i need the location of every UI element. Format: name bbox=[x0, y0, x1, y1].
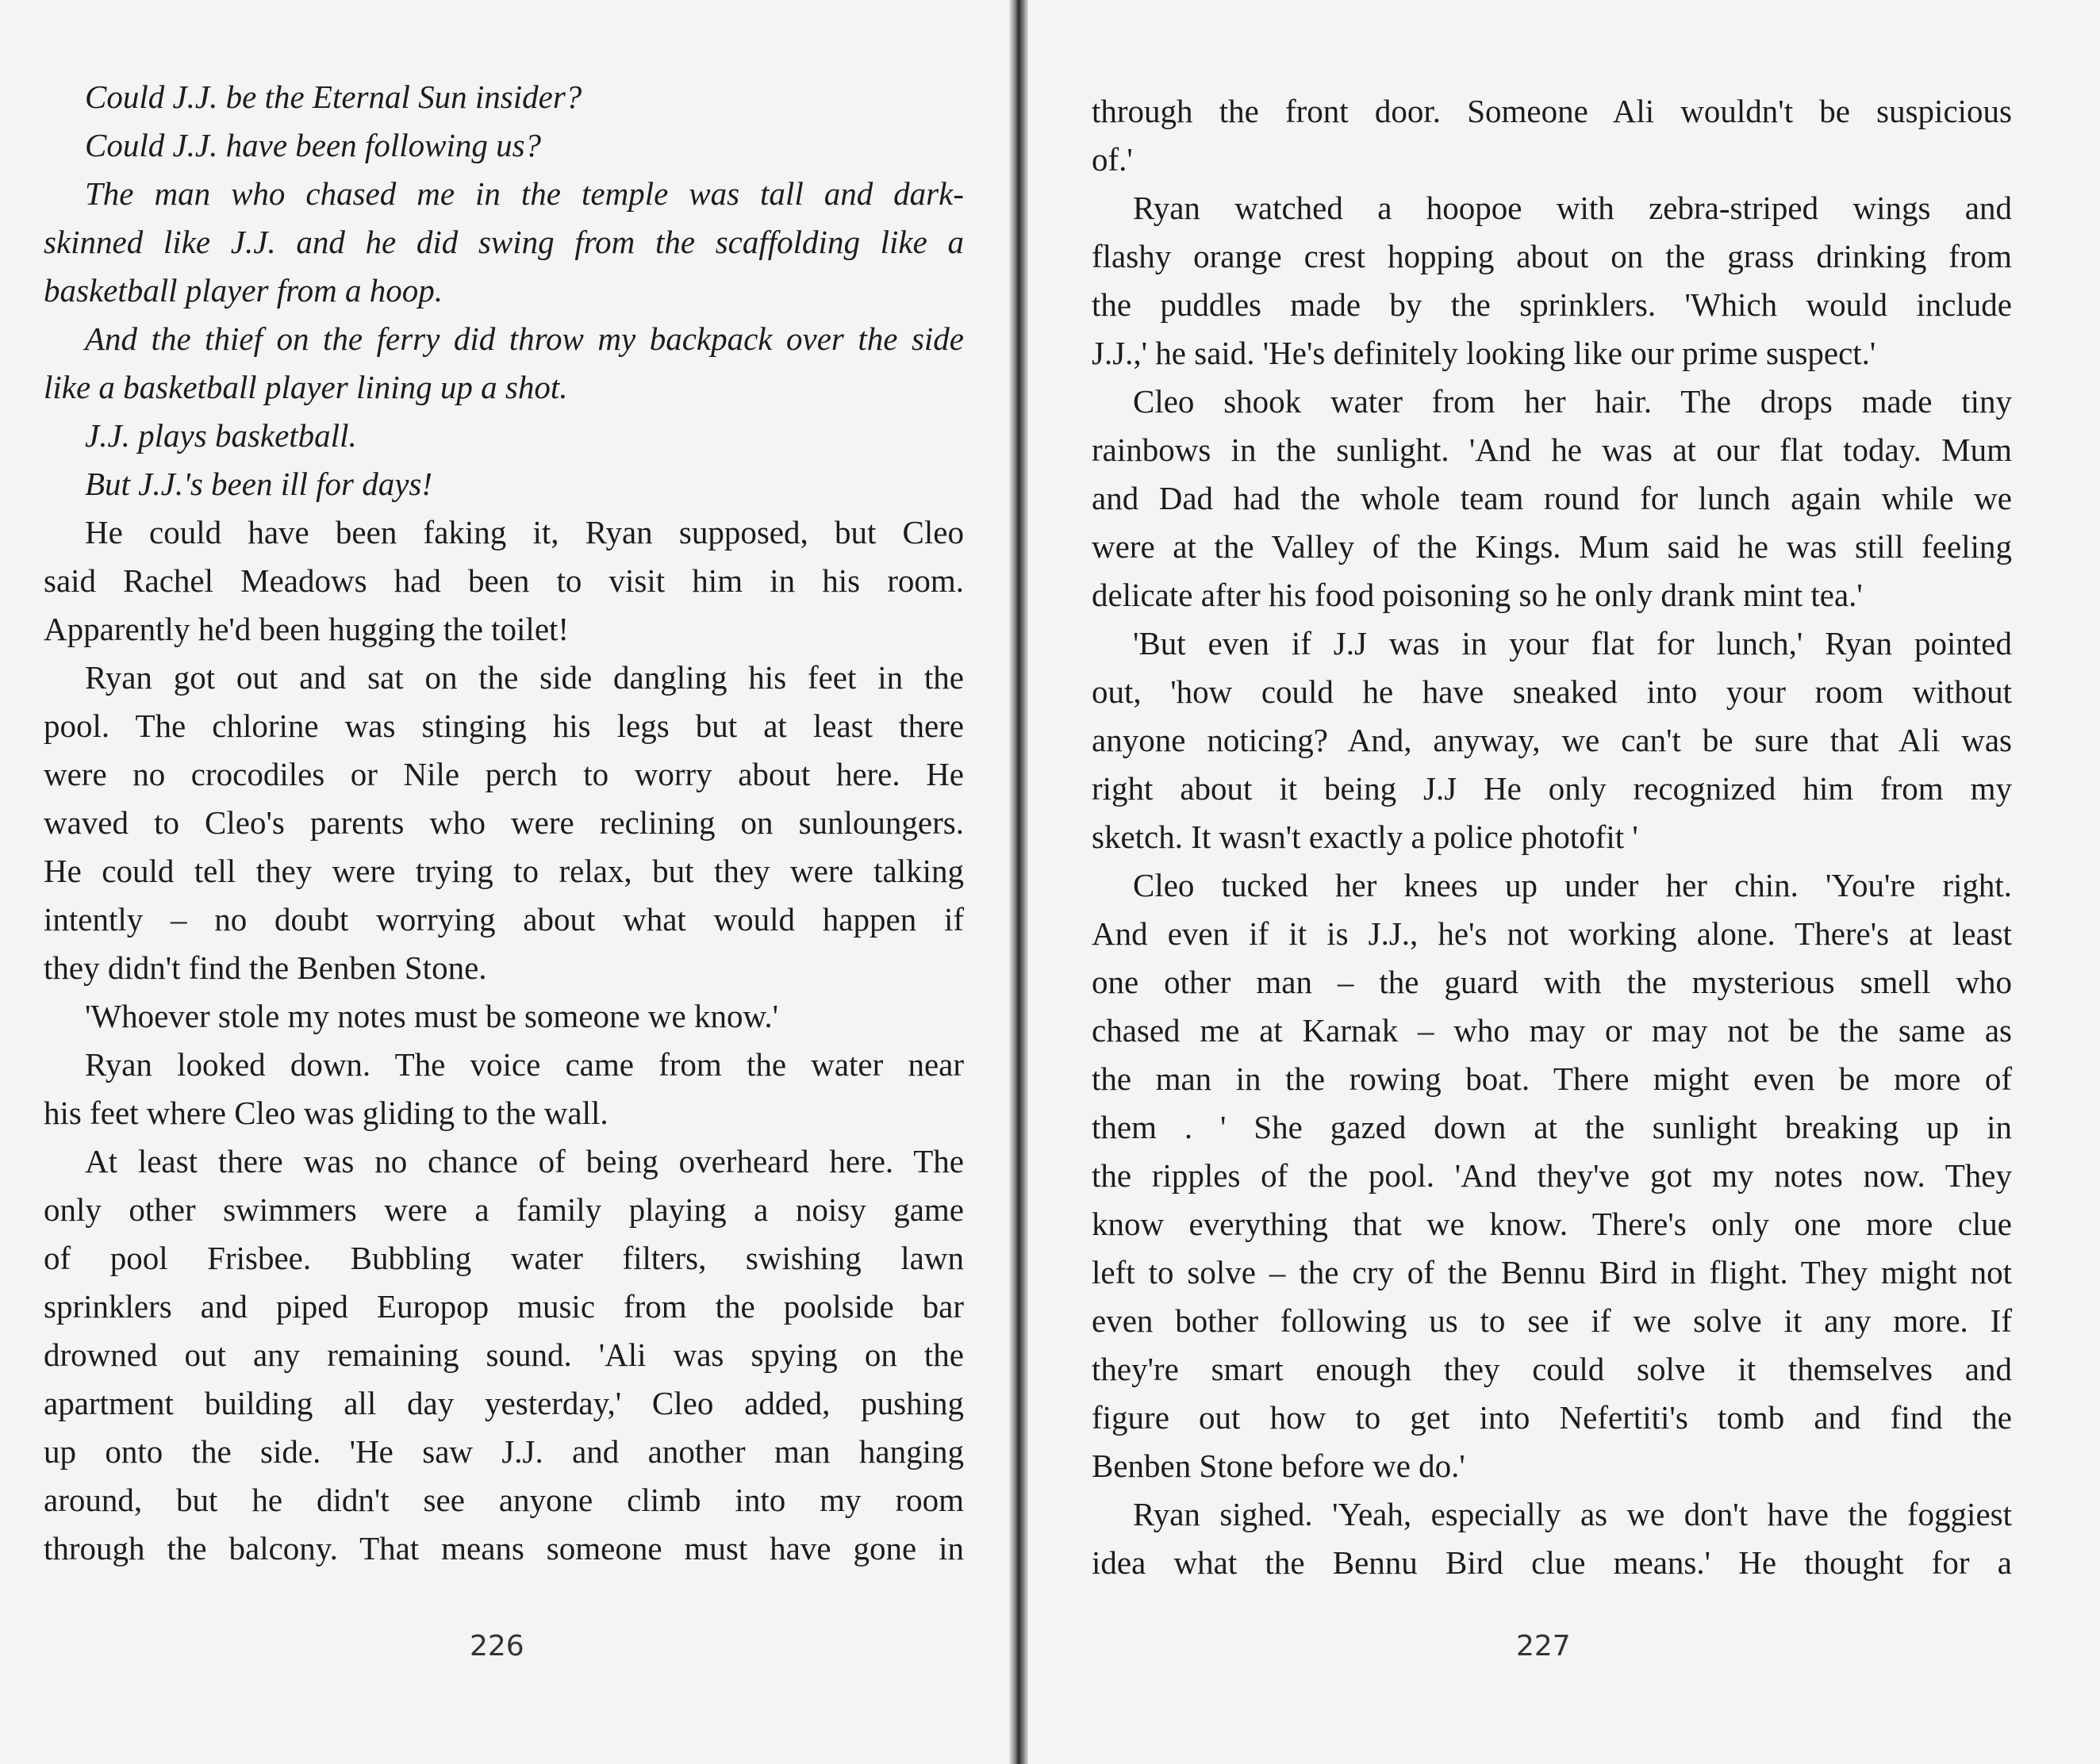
text-line: the ripples of the pool. 'And they've got my notes now. They bbox=[1092, 1157, 2012, 1194]
text-line: skinned like J.J. and he did swing from the scaffolding like a bbox=[44, 224, 964, 260]
text-line: rainbows in the sunlight. 'And he was at our flat today. Mum bbox=[1092, 431, 2012, 468]
text-line: delicate after his food poisoning so he only drank mint tea.' bbox=[1092, 577, 1863, 613]
right-page-text bbox=[1092, 87, 2012, 1587]
text-line: figure out how to get into Nefertiti's tomb and find the bbox=[1092, 1399, 2012, 1436]
text-line: out, 'how could he have sneaked into your room without bbox=[1092, 673, 2012, 710]
text-line: flashy orange crest hopping about on the grass drinking from bbox=[1092, 238, 2012, 274]
right-page-number: 227 bbox=[1516, 1630, 1571, 1662]
text-line: Ryan looked down. The voice came from the water near bbox=[85, 1046, 964, 1083]
text-line: drowned out any remaining sound. 'Ali was spying on the bbox=[44, 1336, 964, 1373]
text-line: right about it being J.J He only recognized him from my bbox=[1092, 770, 2012, 807]
text-line: said Rachel Meadows had been to visit him in his room. bbox=[44, 562, 964, 599]
text-line: Cleo shook water from her hair. The drops made tiny bbox=[1133, 383, 2012, 420]
text-line: apartment building all day yesterday,' Cleo added, pushing bbox=[44, 1385, 964, 1421]
left-page-text bbox=[44, 73, 964, 1573]
text-line: J.J. plays basketball. bbox=[85, 417, 357, 454]
text-line: even bother following us to see if we solve it any more. If bbox=[1092, 1302, 2012, 1339]
text-line: waved to Cleo's parents who were reclining on sunloungers. bbox=[44, 804, 964, 841]
text-line: of.' bbox=[1092, 141, 1133, 178]
text-line: Could J.J. be the Eternal Sun insider? bbox=[85, 79, 582, 115]
text-line: pool. The chlorine was stinging his legs but at least there bbox=[44, 708, 964, 744]
text-line: sprinklers and piped Europop music from the poolside bar bbox=[44, 1288, 964, 1325]
text-line: He could have been faking it, Ryan supposed, but Cleo bbox=[85, 514, 964, 550]
text-line: He could tell they were trying to relax, but they were talking bbox=[44, 853, 964, 889]
text-line: and Dad had the whole team round for lunch again while we bbox=[1092, 480, 2012, 516]
text-line: Cleo tucked her knees up under her chin. 'You're right. bbox=[1133, 867, 2012, 903]
text-line: them . ' She gazed down at the sunlight breaking up in bbox=[1092, 1109, 2012, 1145]
text-line: up onto the side. 'He saw J.J. and another man hanging bbox=[44, 1433, 964, 1470]
text-line: 'But even if J.J was in your flat for lunch,' Ryan pointed bbox=[1133, 625, 2012, 662]
text-line: they didn't find the Benben Stone. bbox=[44, 949, 487, 986]
text-line: At least there was no chance of being overheard here. The bbox=[85, 1143, 964, 1179]
text-line: But J.J.'s been ill for days! bbox=[85, 466, 433, 502]
text-line: only other swimmers were a family playing a noisy game bbox=[44, 1191, 964, 1228]
text-line: like a basketball player lining up a shot. bbox=[44, 369, 568, 405]
left-page-number: 226 bbox=[470, 1630, 524, 1662]
text-line: The man who chased me in the temple was tall and dark- bbox=[85, 175, 964, 212]
text-line: And even if it is J.J., he's not working alone. There's at least bbox=[1092, 915, 2012, 952]
text-line: the puddles made by the sprinklers. 'Which would include bbox=[1092, 286, 2012, 323]
text-line: intently – no doubt worrying about what would happen if bbox=[44, 901, 964, 938]
text-line: Ryan sighed. 'Yeah, especially as we don't have the foggiest bbox=[1133, 1496, 2012, 1532]
left-page bbox=[0, 0, 1009, 1764]
text-line: were at the Valley of the Kings. Mum said he was still feeling bbox=[1092, 528, 2012, 565]
text-line: sketch. It wasn't exactly a police photofit ' bbox=[1092, 819, 1638, 855]
text-line: Ryan got out and sat on the side dangling his feet in the bbox=[85, 659, 964, 696]
text-line: And the thief on the ferry did throw my backpack over the side bbox=[85, 320, 964, 357]
text-line: basketball player from a hoop. bbox=[44, 272, 443, 309]
text-line: through the balcony. That means someone must have gone in bbox=[44, 1530, 964, 1567]
text-line: one other man – the guard with the mysterious smell who bbox=[1092, 964, 2012, 1000]
text-line: his feet where Cleo was gliding to the wall. bbox=[44, 1095, 609, 1131]
text-line: chased me at Karnak – who may or may not be the same as bbox=[1092, 1012, 2012, 1049]
right-page bbox=[1028, 0, 2100, 1764]
book-gutter bbox=[1009, 0, 1028, 1764]
text-line: anyone noticing? And, anyway, we can't be sure that Ali was bbox=[1092, 722, 2012, 758]
text-line: were no crocodiles or Nile perch to worry about here. He bbox=[44, 756, 964, 792]
text-line: know everything that we know. There's only one more clue bbox=[1092, 1206, 2012, 1242]
text-line: they're smart enough they could solve it themselves and bbox=[1092, 1351, 2012, 1387]
text-line: 'Whoever stole my notes must be someone we know.' bbox=[85, 998, 779, 1034]
text-line: of pool Frisbee. Bubbling water filters, swishing lawn bbox=[44, 1240, 964, 1276]
text-line: around, but he didn't see anyone climb into my room bbox=[44, 1482, 964, 1518]
text-line: Ryan watched a hoopoe with zebra-striped wings and bbox=[1133, 190, 2012, 226]
text-line: idea what the Bennu Bird clue means.' He thought for a bbox=[1092, 1544, 2012, 1581]
text-line: Could J.J. have been following us? bbox=[85, 127, 542, 163]
text-line: Apparently he'd been hugging the toilet! bbox=[44, 611, 570, 647]
text-line: through the front door. Someone Ali wouldn't be suspicious bbox=[1092, 93, 2012, 129]
text-line: J.J.,' he said. 'He's definitely looking like our prime suspect.' bbox=[1092, 335, 1876, 371]
text-line: the man in the rowing boat. There might even be more of bbox=[1092, 1060, 2012, 1097]
text-line: Benben Stone before we do.' bbox=[1092, 1448, 1465, 1484]
text-line: left to solve – the cry of the Bennu Bird in flight. They might not bbox=[1092, 1254, 2012, 1290]
